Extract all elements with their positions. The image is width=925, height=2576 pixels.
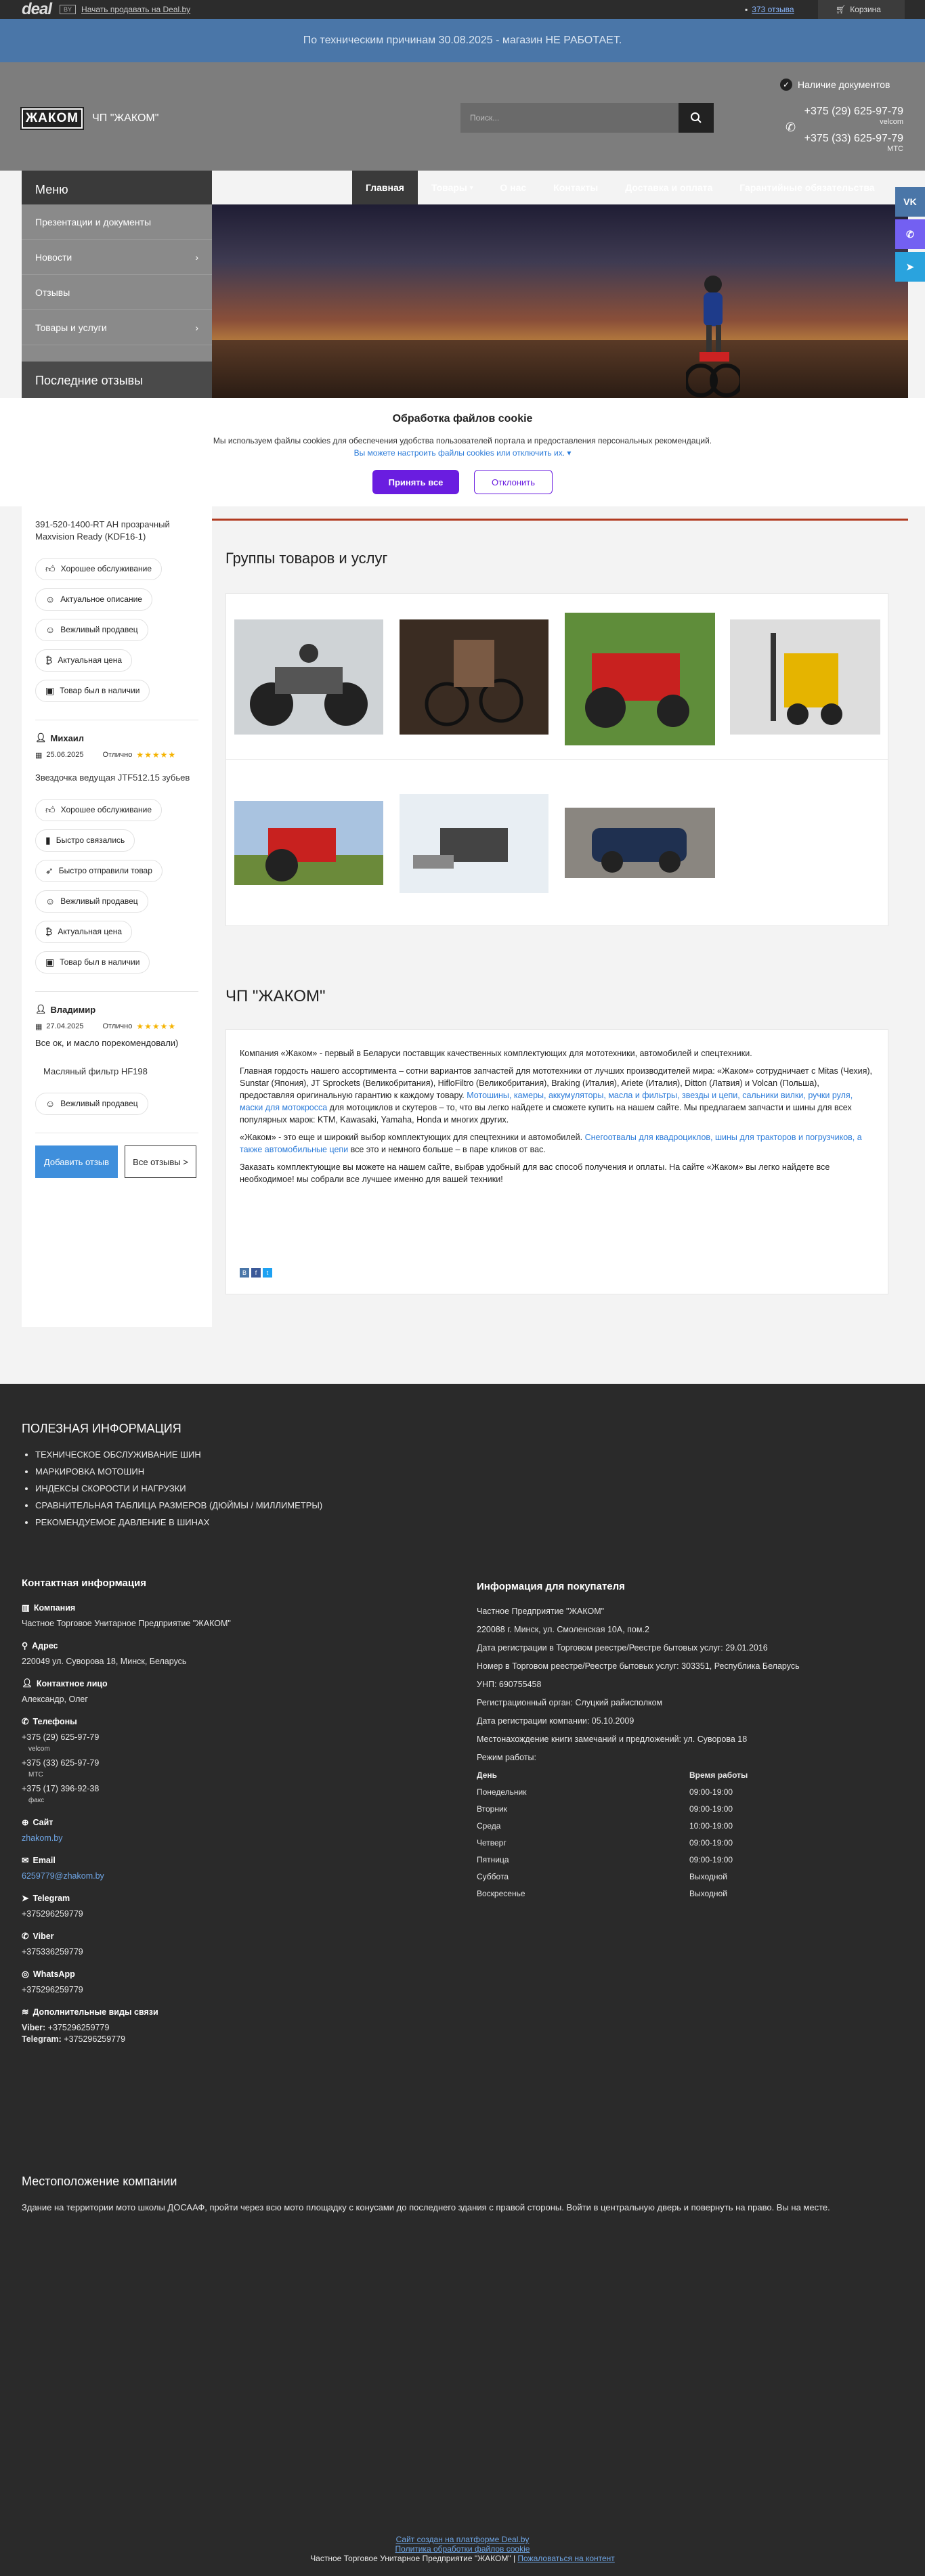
review-tag <box>35 890 198 921</box>
chat-icon: ▪ <box>745 5 748 14</box>
review-tag-chip <box>35 951 150 974</box>
report-link[interactable]: Пожаловаться на контент <box>517 2554 615 2563</box>
review-tag-chip <box>35 860 163 882</box>
review-tag <box>35 1093 198 1123</box>
groups-title: Группы товаров и услуг <box>225 550 388 567</box>
useful-link[interactable]: • МАРКИРОВКА МОТОШИН <box>35 1466 322 1477</box>
schedule-header: Время работы <box>689 1770 748 1780</box>
user-icon: 👤︎ <box>35 733 47 743</box>
contact-title: Контактная информация <box>22 1577 147 1589</box>
tag-icon: 👍︎ <box>45 563 56 574</box>
nav-warranty[interactable]: Гарантийные обязательства <box>739 182 875 193</box>
calendar-icon: ▦ <box>35 1022 43 1031</box>
reject-cookies-button[interactable]: Отклонить <box>474 470 553 494</box>
contact-value: Александр, Олег <box>22 1695 88 1704</box>
search-input[interactable] <box>460 103 679 133</box>
site-link[interactable]: zhakom.by <box>22 1833 63 1843</box>
search-icon <box>690 112 702 124</box>
company-title: ЧП "ЖАКОМ" <box>225 987 326 1005</box>
contact-label: Компания <box>33 1602 76 1613</box>
location-title: Местоположение компании <box>22 2175 177 2188</box>
review-tag <box>35 921 198 951</box>
reviews-count[interactable] <box>745 5 794 14</box>
company-name: Частное Торговое Унитарное Предприятие "ЖАКОМ" <box>310 2554 511 2563</box>
country-badge: BY <box>60 5 76 14</box>
about-text: все это и немного больше – в паре кликов от вас. <box>350 1145 546 1154</box>
company-location <box>22 2175 902 2212</box>
contact-label: Telegram <box>33 1893 70 1903</box>
search-bar <box>460 103 714 133</box>
reviewer-name: Михаил <box>50 733 85 743</box>
brand-name: ЧП "ЖАКОМ" <box>92 112 159 124</box>
tag-label: Хорошее обслуживание <box>60 805 152 814</box>
useful-link[interactable]: • ИНДЕКСЫ СКОРОСТИ И НАГРУЗКИ <box>35 1483 322 1493</box>
buyer-line: УНП: 690755458 <box>477 1680 542 1689</box>
review-date: 25.06.2025 <box>46 751 84 759</box>
phone-number: +375 (33) 625-97-79 <box>804 133 903 144</box>
menu-item-label: Презентации и документы <box>35 216 152 227</box>
menu-item-presentations[interactable] <box>22 204 212 240</box>
menu-title: Меню <box>22 171 212 204</box>
review-meta <box>35 750 198 760</box>
category-links[interactable]: Снегоотвалы для квадроциклов, шины для тракторов и погрузчиков, а также автомобильные цепи <box>240 1133 862 1154</box>
cart-icon: 🛒︎ <box>836 5 846 14</box>
review-tag-chip <box>35 558 162 580</box>
contact-value: +375296259779 <box>47 2023 110 2032</box>
phone-number: +375 (29) 625-97-79 <box>804 106 903 117</box>
schedule-header: День <box>477 1770 497 1780</box>
phone-velcom[interactable] <box>786 106 903 126</box>
cookie-banner <box>0 398 925 506</box>
contact-value: +375336259779 <box>22 1947 83 1957</box>
useful-info <box>22 1422 322 1534</box>
review-tag <box>35 829 198 860</box>
user-icon: 👤︎ <box>22 1678 33 1688</box>
menu-item-products[interactable] <box>22 310 212 345</box>
schedule-row <box>477 1852 761 1869</box>
group-agro-tires-image[interactable] <box>234 801 383 885</box>
group-tractors-image[interactable] <box>565 613 715 745</box>
schedule-table <box>477 1767 761 1902</box>
about-paragraph <box>240 1065 874 1126</box>
reviews-link[interactable]: 373 отзыва <box>752 5 794 14</box>
schedule-day: Среда <box>477 1821 501 1831</box>
tag-label: Актуальное описание <box>60 594 142 604</box>
review-tag <box>35 588 198 619</box>
tag-label: Вежливый продавец <box>60 625 138 634</box>
contact-value: +375296259779 <box>22 1985 83 1994</box>
schedule-time: Выходной <box>689 1889 727 1898</box>
chevron-right-icon: › <box>195 322 198 333</box>
review-tag <box>35 860 198 890</box>
schedule-day: Четверг <box>477 1838 507 1848</box>
schedule-day: Воскресенье <box>477 1889 525 1898</box>
add-review-button[interactable]: Добавить отзыв <box>35 1145 118 1178</box>
review-tag-chip <box>35 588 152 611</box>
viber-icon[interactable]: ✆ <box>895 219 925 249</box>
review-product[interactable]: Звездочка ведущая JTF512.15 зубьев <box>35 772 190 783</box>
phone-operator: МТС <box>887 145 903 153</box>
hero-banner <box>212 204 908 398</box>
useful-title: ПОЛЕЗНАЯ ИНФОРМАЦИЯ <box>22 1422 181 1435</box>
extra-key: Viber: <box>22 2023 46 2032</box>
contact-label: Дополнительные виды связи <box>33 2007 158 2017</box>
divider <box>212 519 908 521</box>
company-description <box>225 1029 888 1294</box>
review-tag <box>35 951 198 982</box>
tag-icon: ▣ <box>45 957 55 967</box>
about-paragraph: Заказать комплектующие вы можете на нашем сайте, выбрав удобный для вас способ получения и оплаты. На сайте «Жаком» вы легко найдете все необходимое! мы собрали все лучшее именно для вашей техники! <box>240 1162 830 1184</box>
start-selling-link[interactable]: Начать продавать на Deal.by <box>81 5 191 14</box>
phone-number[interactable]: +375 (29) 625-97-79 <box>22 1732 100 1742</box>
rating-stars: ★★★★★ <box>136 1022 177 1031</box>
motocross-rider-image <box>686 272 740 398</box>
phone-operator: факс <box>28 1797 45 1804</box>
review-tag <box>35 649 198 680</box>
phone-operator: МТС <box>28 1771 43 1778</box>
review-tag <box>35 680 198 710</box>
contact-value: 220049 ул. Суворова 18, Минск, Беларусь <box>22 1657 187 1666</box>
phone-operator: velcom <box>880 118 903 126</box>
contact-label: Телефоны <box>33 1716 77 1726</box>
review-tag-chip <box>35 649 132 672</box>
schedule-time: 09:00-19:00 <box>689 1838 733 1848</box>
telegram-icon[interactable]: ➤ <box>895 252 925 282</box>
wifi-icon: ≋ <box>22 2007 29 2017</box>
menu-item-label: Товары и услуги <box>35 322 107 333</box>
group-motorcycles-image[interactable] <box>234 619 383 735</box>
tag-icon: ☺ <box>45 624 56 635</box>
main-nav <box>352 171 907 204</box>
check-icon: ✓ <box>780 79 792 91</box>
share-buttons <box>240 1268 272 1278</box>
menu-item-news[interactable] <box>22 240 212 275</box>
contact-label: WhatsApp <box>33 1969 75 1979</box>
accept-cookies-button[interactable]: Принять все <box>372 470 459 494</box>
credits: Сайт создан на платформе Deal.by Политика обработки файлов cookie Частное Торговое Унитарное Предприятие "ЖАКОМ" | Пожаловаться на контент <box>310 2535 615 2563</box>
location-text: Здание на территории мото школы ДОСААФ, пройти через всю мото площадку с конусами до последнего здания с правой стороны. Войти в центральную дверь и повернуть на право. Вы на месте. <box>22 2202 830 2212</box>
buyer-line: Номер в Торговом реестре/Реестре бытовых услуг: 303351, Республика Беларусь <box>477 1661 800 1671</box>
email-link[interactable]: 6259779@zhakom.by <box>22 1871 104 1881</box>
buyer-line: Частное Предприятие "ЖАКОМ" <box>477 1607 605 1616</box>
buyer-line: Дата регистрации в Торговом реестре/Реестре бытовых услуг: 29.01.2016 <box>477 1643 768 1653</box>
nav-products[interactable] <box>418 171 486 204</box>
viber-icon: ✆ <box>22 1931 29 1941</box>
about-text: Главная гордость нашего ассортимента – сотни вариантов запчастей для мототехники от лучших производителей мира: «Жаком» сотрудничает с Mitas (Чехия), Sunstar (Япония), JT Sprockets (Великобритания), HifloFiltro (Великобритания), Braking (Италия), Ariete (Италия), Ditton (Латвия) и Volcan (Польша), предоставляя оригинальную гарантию к каждому товару. <box>240 1066 873 1100</box>
nav-products-label: Товары <box>431 182 467 193</box>
cart-button[interactable] <box>818 0 905 19</box>
reviewer <box>35 1004 198 1015</box>
tag-label: Быстро связались <box>56 835 125 845</box>
product-groups <box>225 593 888 926</box>
deal-logo[interactable]: deal <box>22 0 52 18</box>
review-tag-chip <box>35 619 148 641</box>
map-pin-icon: ⚲ <box>22 1641 28 1651</box>
review-product[interactable]: Масляный фильтр HF198 <box>43 1066 148 1076</box>
about-paragraph <box>240 1131 874 1156</box>
review-tag-chip <box>35 1093 148 1115</box>
phone-operator: velcom <box>28 1745 50 1753</box>
tag-label: Товар был в наличии <box>60 957 140 967</box>
tag-icon: ➶ <box>45 865 53 876</box>
menu-item-label: Новости <box>35 251 72 263</box>
review-tag-chip <box>35 680 150 702</box>
review-tag-chip <box>35 921 132 943</box>
cookie-description: Мы используем файлы cookies для обеспечения удобства пользователей портала и предоставления персональных рекомендаций. <box>213 436 712 445</box>
divider <box>226 759 888 760</box>
nav-contacts[interactable]: Контакты <box>553 182 599 193</box>
review-date: 27.04.2025 <box>46 1022 84 1030</box>
phone-icon: ✆ <box>786 121 796 134</box>
vk-share-icon[interactable]: В <box>240 1268 249 1278</box>
tag-icon: ₿ <box>45 926 53 937</box>
reviewer-name: Владимир <box>50 1004 96 1015</box>
phone-icon: ✆ <box>22 1717 29 1726</box>
useful-links <box>35 1449 322 1527</box>
brand-logo: ЖАКОМ <box>22 108 83 129</box>
all-reviews-button[interactable]: Все отзывы > <box>125 1145 196 1178</box>
footer <box>0 1384 925 2576</box>
social-buttons <box>895 187 925 284</box>
tag-icon: ▣ <box>45 685 55 696</box>
nav-delivery[interactable]: Доставка и оплата <box>625 182 713 193</box>
platform-link[interactable]: Сайт создан на платформе Deal.by <box>395 2535 530 2544</box>
contact-info <box>22 1577 428 2056</box>
contact-value: +375296259779 <box>22 1909 83 1919</box>
review-meta <box>35 1022 198 1031</box>
schedule-time: 09:00-19:00 <box>689 1804 733 1814</box>
schedule-row <box>477 1818 761 1835</box>
last-reviews-title: Последние отзывы <box>22 362 212 398</box>
buyer-line: Дата регистрации компании: 05.10.2009 <box>477 1716 634 1726</box>
phone-number[interactable]: +375 (17) 396-92-38 <box>22 1784 100 1793</box>
useful-link[interactable]: • СРАВНИТЕЛЬНАЯ ТАБЛИЦА РАЗМЕРОВ (ДЮЙМЫ / МИЛЛИМЕТРЫ) <box>35 1500 322 1510</box>
contact-label: Контактное лицо <box>36 1678 108 1688</box>
tag-label: Вежливый продавец <box>60 1099 138 1108</box>
extra-key: Telegram: <box>22 2034 62 2044</box>
rating-text: Отлично <box>102 751 133 759</box>
tag-label: Вежливый продавец <box>60 896 138 906</box>
review-tag <box>35 558 198 588</box>
twitter-share-icon[interactable]: t <box>263 1268 272 1278</box>
cookie-title: Обработка файлов cookie <box>392 413 533 424</box>
buyer-line: 220088 г. Минск, ул. Смоленская 10А, пом.2 <box>477 1625 649 1634</box>
phone-number[interactable]: +375 (33) 625-97-79 <box>22 1758 100 1768</box>
tag-icon: ▮ <box>45 835 51 846</box>
facebook-share-icon[interactable]: f <box>251 1268 261 1278</box>
review-tag <box>35 619 198 649</box>
schedule-day: Понедельник <box>477 1787 527 1797</box>
nav-home[interactable]: Главная <box>352 171 418 204</box>
group-car-chains-image[interactable] <box>565 808 715 878</box>
schedule-row <box>477 1784 761 1801</box>
notice-banner: По техническим причинам 30.08.2025 - магазин НЕ РАБОТАЕТ. <box>0 19 925 62</box>
about-text: «Жаком» - это еще и широкий выбор комплектующих для спецтехники и автомобилей. <box>240 1133 583 1142</box>
telegram-icon: ➤ <box>22 1894 29 1903</box>
whatsapp-icon: ◎ <box>22 1969 29 1979</box>
schedule-row <box>477 1885 761 1902</box>
tag-label: Хорошее обслуживание <box>60 564 152 573</box>
schedule-row <box>477 1835 761 1852</box>
documents-label: Наличие документов <box>798 79 890 90</box>
review-tag-chip <box>35 829 135 852</box>
rating-text: Отлично <box>102 1022 133 1030</box>
menu-item-label: Отзывы <box>35 286 70 298</box>
tag-label: Быстро отправили товар <box>58 866 152 875</box>
cookie-policy-link[interactable]: Политика обработки файлов cookie <box>395 2544 530 2554</box>
rating-stars: ★★★★★ <box>136 750 177 760</box>
review-tag <box>35 799 198 829</box>
schedule-time: 09:00-19:00 <box>689 1787 733 1797</box>
cookie-settings-link[interactable]: Вы можете настроить файлы cookies или отключить их. <box>353 448 565 458</box>
buyer-info <box>477 1577 883 1902</box>
tag-icon: ☺ <box>45 1098 56 1109</box>
about-paragraph: Компания «Жаком» - первый в Беларуси поставщик качественных комплектующих для мототехники, автомобилей и спецтехники. <box>240 1049 752 1058</box>
group-snowplows-image[interactable] <box>400 794 548 893</box>
contact-label: Сайт <box>33 1817 53 1827</box>
reviews-sidebar <box>22 506 212 1327</box>
buyer-line: Регистрационный орган: Слуцкий райисполком <box>477 1698 663 1707</box>
tag-label: Актуальная цена <box>58 927 123 936</box>
schedule-time: 09:00-19:00 <box>689 1855 733 1864</box>
contact-value: Частное Торговое Унитарное Предприятие "ЖАКОМ" <box>22 1619 231 1628</box>
buyer-title: Информация для покупателя <box>477 1581 625 1592</box>
chevron-down-icon: ▾ <box>565 448 572 458</box>
tag-label: Актуальная цена <box>58 655 123 665</box>
chevron-right-icon: › <box>195 251 198 263</box>
menu-item-reviews[interactable] <box>22 275 212 310</box>
contact-value: +375296259779 <box>64 2034 126 2044</box>
tag-icon: ☺ <box>45 594 56 605</box>
about-text: для мотоциклов и скутеров – то, что вы легко найдете и сможете купить на нашем сайте. Мы предлагаем запчасти и шины для всех популярных марок: KTM, Kawasaki, Yamaha, Honda и многих других. <box>240 1103 852 1125</box>
contact-label: Адрес <box>32 1640 58 1651</box>
reviewer <box>35 733 198 743</box>
review-comment: Все ок, и масло порекомендовали) <box>35 1038 179 1048</box>
globe-icon: ⊕ <box>22 1818 29 1827</box>
header <box>0 62 925 171</box>
brand[interactable] <box>22 108 158 129</box>
group-forklifts-image[interactable] <box>730 619 880 735</box>
mail-icon: ✉ <box>22 1856 29 1865</box>
schedule-day: Суббота <box>477 1872 509 1881</box>
user-icon: 👤︎ <box>35 1004 47 1014</box>
category-links[interactable]: Мотошины, камеры, аккумуляторы, масла и фильтры, звезды и цепи, сальники вилки, ручки руля, маски для мотокросса <box>240 1091 853 1112</box>
review-tag-chip <box>35 890 148 913</box>
schedule-row <box>477 1869 761 1885</box>
vk-icon[interactable]: VK <box>895 187 925 217</box>
side-menu <box>22 204 212 362</box>
documents-availability[interactable] <box>780 79 890 91</box>
tag-label: Товар был в наличии <box>60 686 140 695</box>
phone-list <box>22 1732 428 1806</box>
group-bicycles-image[interactable] <box>400 619 548 735</box>
phone-mts[interactable] <box>786 133 903 153</box>
useful-link[interactable]: • ТЕХНИЧЕСКОЕ ОБСЛУЖИВАНИЕ ШИН <box>35 1449 322 1460</box>
review-tag-chip <box>35 799 162 821</box>
schedule-day: Пятница <box>477 1855 509 1864</box>
schedule-time: Выходной <box>689 1872 727 1881</box>
calendar-icon: ▦ <box>35 751 43 760</box>
contact-label: Email <box>33 1855 56 1865</box>
schedule-day: Вторник <box>477 1804 507 1814</box>
search-button[interactable] <box>679 103 714 133</box>
tag-icon: ☺ <box>45 896 56 907</box>
chevron-down-icon: ▾ <box>469 183 473 191</box>
review-product[interactable]: 391-520-1400-RT AH прозрачный Maxvision Ready (KDF16-1) <box>35 519 170 542</box>
nav-about[interactable]: О нас <box>500 182 527 193</box>
buyer-line: Режим работы: <box>477 1753 536 1762</box>
building-icon: ▥ <box>22 1603 30 1613</box>
cart-label: Корзина <box>850 5 881 14</box>
top-bar <box>0 0 925 19</box>
useful-link[interactable]: • РЕКОМЕНДУЕМОЕ ДАВЛЕНИЕ В ШИНАХ <box>35 1517 322 1527</box>
contact-label: Viber <box>33 1931 54 1941</box>
schedule-row <box>477 1801 761 1818</box>
schedule-time: 10:00-19:00 <box>689 1821 733 1831</box>
tag-icon: 👍︎ <box>45 804 56 815</box>
buyer-line: Местонахождение книги замечаний и предложений: ул. Суворова 18 <box>477 1734 748 1744</box>
tag-icon: ₿ <box>45 655 53 665</box>
